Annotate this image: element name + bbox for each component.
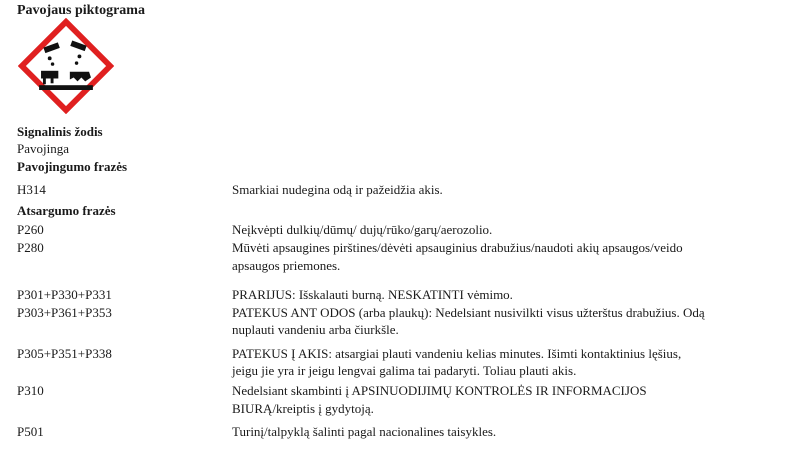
precautionary-text-continued: nuplauti vandeniu arba čiurkšle. xyxy=(232,322,399,337)
precautionary-text-continued: BIURĄ/kreiptis į gydytoją. xyxy=(232,401,374,416)
precautionary-code: P310 xyxy=(17,383,44,398)
precautionary-text: PATEKUS Į AKIS: atsargiai plauti vandeniu kelias minutes. Išimti kontaktinius lęšius, xyxy=(232,346,682,361)
precautionary-text: Mūvėti apsaugines pirštines/dėvėti apsauginius drabužius/naudoti akių apsaugos/veido xyxy=(232,240,683,255)
precautionary-text: PATEKUS ANT ODOS (arba plaukų): Nedelsiant nusivilkti visus užterštus drabužius. Odą xyxy=(232,305,705,320)
precautionary-text-continued: apsaugos priemones. xyxy=(232,258,341,273)
precautionary-statements-heading: Atsargumo frazės xyxy=(17,203,116,218)
precautionary-code: P501 xyxy=(17,424,44,439)
pictogram-section-title: Pavojaus piktograma xyxy=(17,3,145,18)
hazard-text: Smarkiai nudegina odą ir pažeidžia akis. xyxy=(232,182,443,197)
corrosion-ghs05-icon xyxy=(18,18,114,114)
hazard-code: H314 xyxy=(17,182,46,197)
precautionary-code: P303+P361+P353 xyxy=(17,305,112,320)
precautionary-code: P280 xyxy=(17,240,44,255)
precautionary-text-continued: jeigu jie yra ir jeigu lengvai galima tai padaryti. Toliau plauti akis. xyxy=(232,363,577,378)
hazard-statements-heading: Pavojingumo frazės xyxy=(17,159,128,174)
precautionary-code: P305+P351+P338 xyxy=(17,346,112,361)
precautionary-text: Neįkvėpti dulkių/dūmų/ dujų/rūko/garų/aerozolio. xyxy=(232,222,493,237)
precautionary-text: PRARIJUS: Išskalauti burną. NESKATINTI vėmimo. xyxy=(232,287,513,302)
precautionary-code: P301+P330+P331 xyxy=(17,287,112,302)
precautionary-code: P260 xyxy=(17,222,44,237)
precautionary-text: Turinį/talpyklą šalinti pagal nacionalines taisykles. xyxy=(232,424,497,439)
signal-word-heading: Signalinis žodis xyxy=(17,124,103,139)
signal-word-value: Pavojinga xyxy=(17,141,69,156)
precautionary-text: Nedelsiant skambinti į APSINUODIJIMŲ KONTROLĖS IR INFORMACIJOS xyxy=(232,383,647,398)
